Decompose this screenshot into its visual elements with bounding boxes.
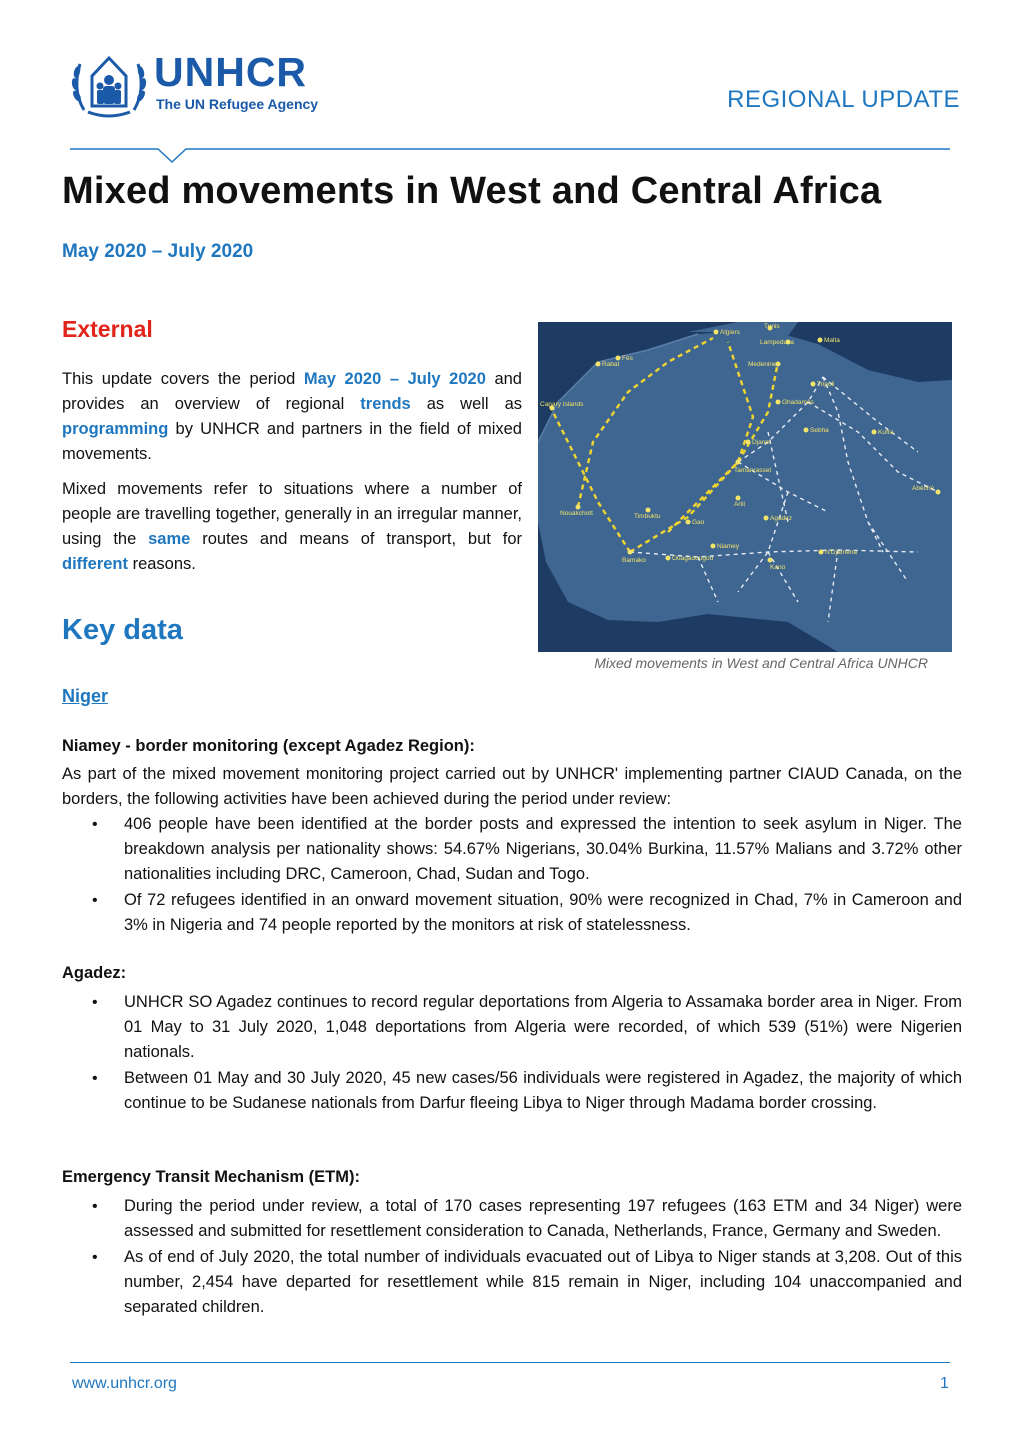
map-label: Tamanrasset [734, 467, 772, 474]
laurel-emblem-icon [70, 50, 148, 118]
list-item: • As of end of July 2020, the total number of individuals evacuated out of Libya to Niger stands at 3,208. Out of this number, 2,454 have departed for resettlement while 815 remain in Niger, including 104 unaccompanied and separated children. [62, 1245, 962, 1320]
map-label: Agadez [770, 515, 793, 522]
map-label: Djanet [752, 439, 771, 446]
footer-divider [70, 1362, 950, 1363]
map-label: Rabat [602, 361, 620, 368]
section-heading-key-data: Key data [62, 614, 183, 646]
map-label: Medenine [748, 361, 777, 368]
map-label: Niamey [717, 543, 740, 550]
map-label: Tunis [764, 323, 780, 330]
logo-wordmark: UNHCR [154, 49, 308, 95]
list-item: • Between 01 May and 30 July 2020, 45 new cases/56 individuals were registered in Agadez, the majority of which continue to be Sudanese nationals from Darfur fleeing Libya to Niger through Madama border crossing. [62, 1066, 962, 1116]
logo-tagline: The UN Refugee Agency [156, 96, 319, 112]
map-label: Gao [692, 519, 705, 526]
list-item: • UNHCR SO Agadez continues to record regular deportations from Algeria to Assamaka border area in Niger. From 01 May to 31 July 2020, 1,048 deportations from Algeria were recorded, of which 539 (51%) were Nigerien nationals. [62, 990, 962, 1065]
agadez-bullet-list [62, 990, 962, 1117]
map-label: Arlit [734, 501, 746, 508]
page-number: 1 [940, 1375, 949, 1392]
map-caption: Mixed movements in West and Central Africa UNHCR [594, 655, 928, 671]
map-label: Ouagadougou [672, 555, 714, 562]
niamey-intro-paragraph: As part of the mixed movement monitoring project carried out by UNHCR' implementing partner CIAUD Canada, on the borders, the following activities have been achieved during the period under review: [62, 765, 962, 808]
subsection-heading-agadez: Agadez: [62, 964, 127, 982]
unhcr-logo [70, 50, 350, 118]
map-label: Ghadamès [782, 399, 814, 406]
header-divider [70, 148, 950, 164]
map-label: Kano [770, 564, 786, 571]
map-label: Malta [824, 337, 840, 344]
map-label: Sebha [810, 427, 829, 434]
map-label: Nouakchott [560, 510, 593, 517]
niamey-bullet-list [62, 812, 962, 939]
route-map-graphic [538, 322, 952, 652]
report-type-label: REGIONAL UPDATE [727, 86, 960, 113]
map-label: Timbuktu [634, 513, 661, 520]
intro-paragraph: This update covers the period May 2020 – July 2020 and provides an overview of regional trends as well as programming by UNHCR and partners in the field of mixed movements. [62, 370, 523, 463]
map-label: Lampedusa [760, 339, 794, 346]
list-item: • 406 people have been identified at the border posts and expressed the intention to seek asylum in Niger. The breakdown analysis per nationality shows: 54.67% Nigerians, 30.04% Burkina, 11.57% Malians and 3.72% other nationalities including DRC, Cameroon, Chad, Sudan and Togo. [62, 812, 962, 887]
list-item: • Of 72 refugees identified in an onward movement situation, 90% were recognized in Chad, 7% in Cameroon and 3% in Nigeria and 74 people reported by the monitors at risk of statelessness. [62, 888, 962, 938]
etm-bullet-list [62, 1194, 962, 1321]
map-label: Canary Islands [540, 401, 584, 408]
list-item: • During the period under review, a total of 170 cases representing 197 refugees (163 ETM and 34 Niger) were assessed and submitted for resettlement consideration to Canada, Netherlands, France, Germany and Sweden. [62, 1194, 962, 1244]
reporting-period: May 2020 – July 2020 [62, 241, 254, 262]
map-label: Tripoli [817, 381, 835, 388]
map-label: Algiers [720, 329, 740, 336]
page-title: Mixed movements in West and Central Africa [62, 170, 882, 212]
map-label: N'Djamena [825, 549, 857, 556]
subsection-heading-etm: Emergency Transit Mechanism (ETM): [62, 1168, 360, 1186]
definition-paragraph: Mixed movements refer to situations where a number of people are travelling together, generally in an irregular manner, using the same routes and means of transport, but for different reasons. [62, 480, 522, 573]
country-link-niger[interactable]: Niger [62, 686, 109, 706]
map-label: Abéché [912, 485, 935, 492]
map-label: Kufra [878, 429, 894, 436]
mixed-movements-map [538, 322, 952, 652]
map-label: Fès [622, 355, 633, 362]
footer-website-link[interactable]: www.unhcr.org [72, 1375, 177, 1392]
section-heading-external: External [62, 316, 153, 342]
map-label: Bamako [622, 557, 646, 564]
subsection-heading-niamey: Niamey - border monitoring (except Agadez Region): [62, 737, 475, 755]
